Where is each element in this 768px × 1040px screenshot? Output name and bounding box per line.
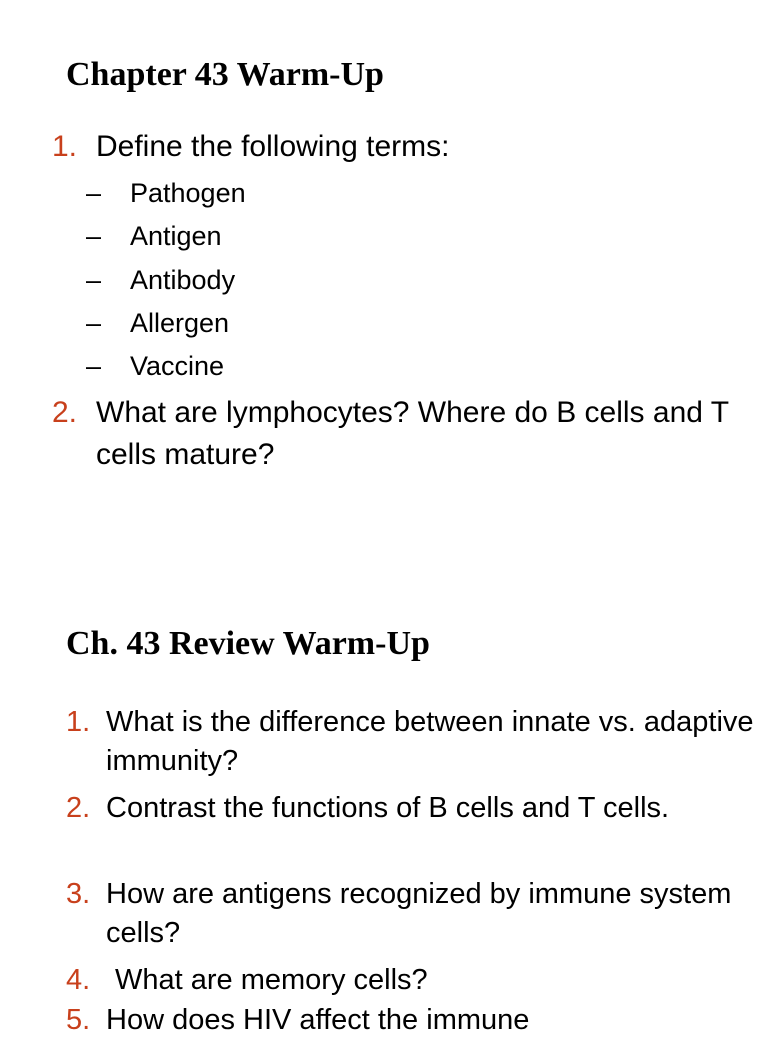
dash-bullet: – [86, 178, 102, 208]
question-number: 4. [66, 964, 91, 996]
question-number: 3. [66, 878, 91, 910]
term-text: Allergen [130, 307, 230, 338]
term-list [86, 172, 246, 388]
question-item [66, 961, 756, 1000]
question-number: 1. [52, 130, 78, 163]
question-item [66, 1001, 756, 1040]
slide-title: Ch. 43 Review Warm-Up [66, 625, 430, 662]
question-item [66, 875, 756, 953]
question-number: 2. [52, 396, 78, 429]
question-number: 2. [66, 792, 91, 824]
slide-title: Chapter 43 Warm-Up [66, 56, 384, 93]
dash-bullet: – [86, 307, 102, 338]
term-item [86, 259, 246, 302]
question-text: What is the difference between innate vs. adaptive immunity? [106, 706, 754, 777]
question-text: What are lymphocytes? Where do B cells and T cells mature? [96, 396, 729, 471]
dash-bullet: – [86, 221, 102, 252]
slide-ch-43-review-warm-up [0, 560, 768, 1036]
term-item [86, 215, 246, 258]
term-item [86, 172, 246, 215]
question-item [66, 789, 756, 828]
question-text: Contrast the functions of B cells and T cells. [106, 792, 670, 824]
question-item [52, 126, 752, 168]
question-text: Define the following terms: [96, 130, 450, 163]
question-text: How does HIV affect the immune [106, 1004, 530, 1036]
question-item [52, 392, 752, 476]
term-text: Antigen [130, 221, 222, 252]
term-text: Vaccine [130, 351, 225, 382]
question-text: How are antigens recognized by immune system cells? [106, 878, 732, 949]
term-text: Pathogen [130, 178, 246, 208]
question-number: 5. [66, 1004, 91, 1036]
question-item [66, 703, 756, 781]
dash-bullet: – [86, 264, 102, 295]
dash-bullet: – [86, 351, 102, 382]
term-item [86, 302, 246, 345]
term-text: Antibody [130, 264, 236, 295]
question-text: What are memory cells? [115, 964, 428, 996]
term-item [86, 345, 246, 388]
question-number: 1. [66, 706, 91, 738]
